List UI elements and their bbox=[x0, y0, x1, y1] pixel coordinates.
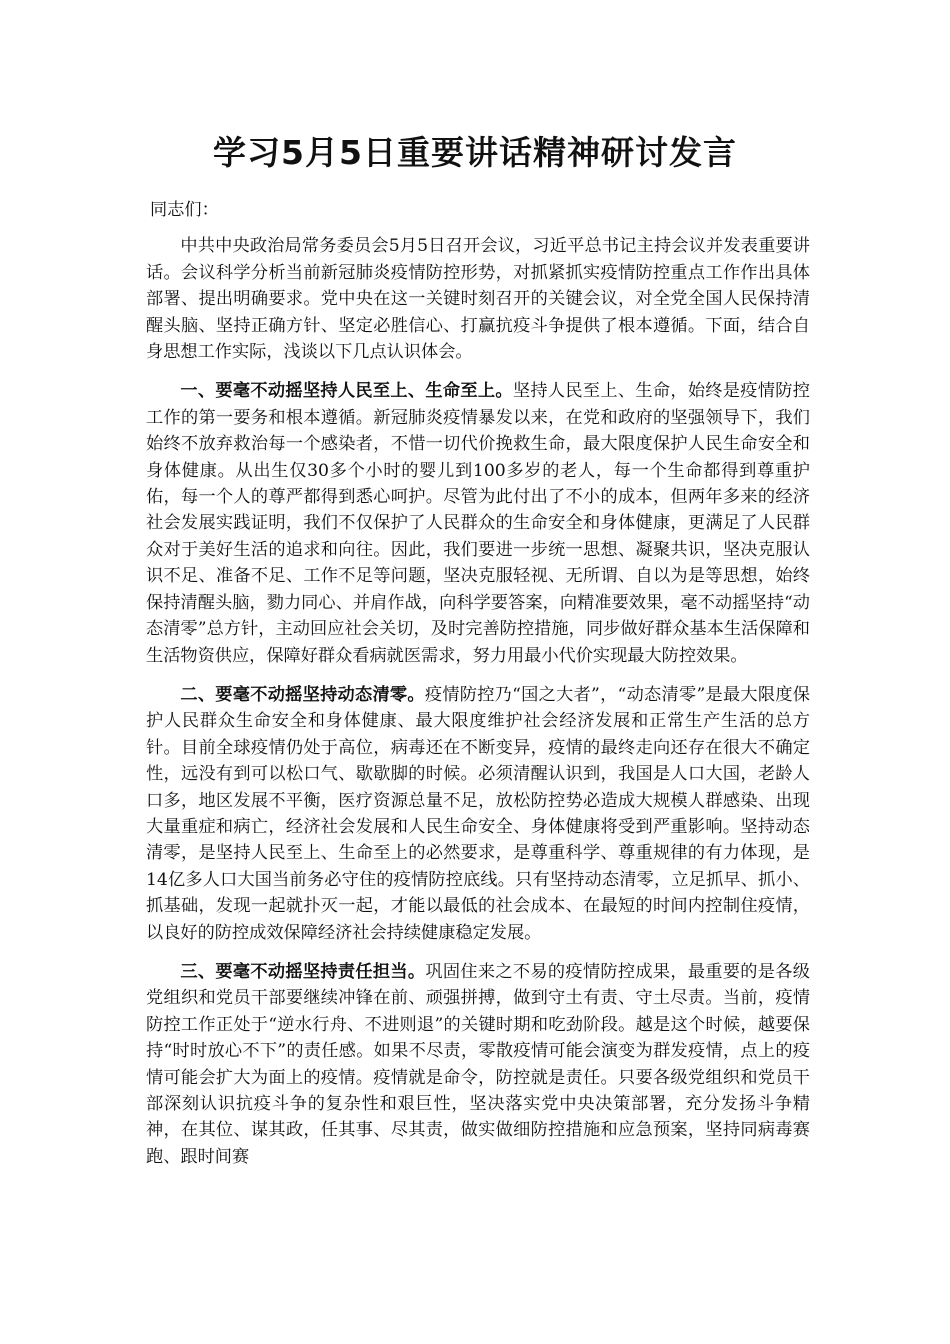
section-1-heading: 一、要毫不动摇坚持人民至上、生命至上。 bbox=[180, 381, 513, 402]
section-2-text: 疫情防控乃“国之大者”，“动态清零”是最大限度保护人民群众生命安全和身体健康、最大限度维护社会经济发展和正常生产生活的总方针。目前全球疫情仍处于高位，病毒还在不断变异，疫情的最终走向还存在很大不确定性，远没有到可以松口气、歇歇脚的时候。必须清醒认识到，我国是人口大国，老龄人口多，地区发展不平衡，医疗资源总量不足，放松防控势必造成大规模人群感染、出现大量重症和病亡，经济社会发展和人民生命安全、身体健康将受到严重影响。坚持动态清零，是坚持人民至上、生命至上的必然要求，是尊重科学、尊重规律的有力体现，是14亿多人口大国当前务必守住的疫情防控底线。只有坚持动态清零，立足抓早、抓小、抓基础，发现一起就扑灭一起，才能以最低的社会成本、在最短的时间内控制住疫情，以良好的防控成效保障经济社会持续健康稳定发展。 bbox=[146, 684, 810, 943]
section-1-text: 坚持人民至上、生命，始终是疫情防控工作的第一要务和根本遵循。新冠肺炎疫情暴发以来，在党和政府的坚强领导下，我们始终不放弃救治每一个感染者，不惜一切代价挽救生命，最大限度保护人民生命安全和身体健康。从出生仅30多个小时的婴儿到100多岁的老人，每一个生命都得到尊重护佑，每一个人的尊严都得到悉心呵护。尽管为此付出了不小的成本，但两年多来的经济社会发展实践证明，我们不仅保护了人民群众的生命安全和身体健康，更满足了人民群众对于美好生活的追求和向往。因此，我们要进一步统一思想、凝聚共识，坚决克服认识不足、准备不足、工作不足等问题，坚决克服轻视、无所谓、自以为是等思想，始终保持清醒头脑，勠力同心、并肩作战，向科学要答案，向精准要效果，毫不动摇坚持“动态清零”总方针，主动回应社会关切，及时完善防控措施，同步做好群众基本生活保障和生活物资供应，保障好群众看病就医需求，努力用最小代价实现最大防控效果。 bbox=[146, 381, 810, 666]
section-3-paragraph bbox=[146, 959, 810, 1170]
section-2-paragraph bbox=[146, 682, 810, 946]
section-1-paragraph bbox=[146, 378, 810, 668]
section-3-text: 巩固住来之不易的疫情防控成果，最重要的是各级党组织和党员干部要继续冲锋在前、顽强拼搏，做到守土有责、守土尽责。当前，疫情防控工作正处于“逆水行舟、不进则退”的关键时期和吃劲阶段。越是这个时候，越要保持“时时放心不下”的责任感。如果不尽责，零散疫情可能会演变为群发疫情，点上的疫情可能会扩大为面上的疫情。疫情就是命令，防控就是责任。只要各级党组织和党员干部深刻认识抗疫斗争的复杂性和艰巨性，坚决落实党中央决策部署，充分发扬斗争精神，在其位、谋其政，任其事、尽其责，做实做细防控措施和应急预案，坚持同病毒赛跑、跟时间赛 bbox=[146, 961, 810, 1167]
section-3-heading: 三、要毫不动摇坚持责任担当。 bbox=[180, 961, 426, 982]
document-body bbox=[146, 197, 810, 1183]
intro-paragraph: 中共中央政治局常务委员会5月5日召开会议，习近平总书记主持会议并发表重要讲话。会议科学分析当前新冠肺炎疫情防控形势，对抓紧抓实疫情防控重点工作作出具体部署、提出明确要求。党中央在这一关键时刻召开的关键会议，对全党全国人民保持清醒头脑、坚持正确方针、坚定必胜信心、打赢抗疫斗争提供了根本遵循。下面，结合自身思想工作实际，浅谈以下几点认识体会。 bbox=[146, 236, 810, 363]
section-2-heading: 二、要毫不动摇坚持动态清零。 bbox=[180, 684, 425, 705]
document-title: 学习5月5日重要讲话精神研讨发言 bbox=[213, 133, 737, 172]
salutation: 同志们： bbox=[150, 200, 219, 220]
